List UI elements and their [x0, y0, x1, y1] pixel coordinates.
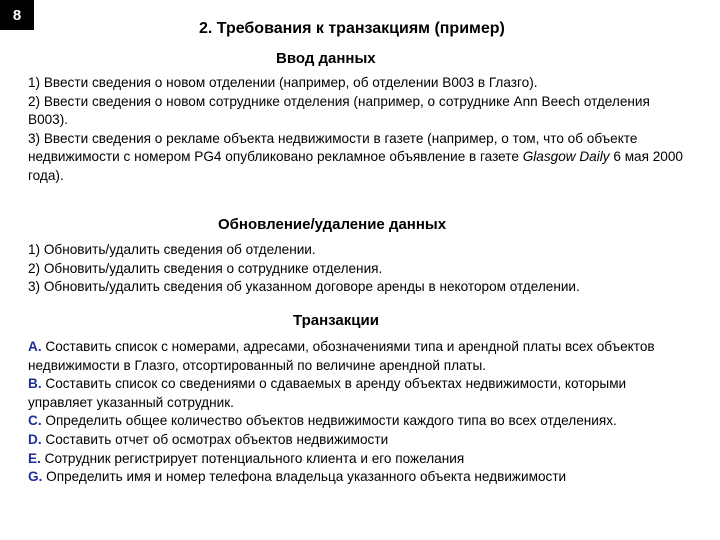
transaction-text: Составить список с номерами, адресами, обозначениями типа и арендной платы всех объектов недвижимости в Глазго, отсортированный по величине арендной платы.	[28, 339, 655, 373]
update-delete-list	[28, 241, 693, 297]
transaction-marker: C.	[28, 413, 42, 429]
slide-number-badge: 8	[0, 0, 34, 30]
transaction-text: Составить отчет об осмотрах объектов недвижимости	[41, 431, 389, 447]
data-entry-item	[28, 130, 693, 186]
data-entry-heading: Ввод данных	[276, 50, 376, 67]
slide-title: 2. Требования к транзакциям (пример)	[199, 20, 505, 37]
transaction-item	[28, 468, 693, 487]
transaction-text: Составить список со сведениями о сдаваемых в аренду объектах недвижимости, которыми управляет указанный сотрудник.	[28, 376, 627, 410]
data-entry-item: 1) Ввести сведения о новом отделении (например, об отделении В003 в Глазго).	[28, 75, 538, 90]
transaction-text: Определить общее количество объектов недвижимости каждого типа во всех отделениях.	[41, 413, 617, 429]
update-delete-item: 2) Обновить/удалить сведения о сотруднике отделения.	[28, 260, 383, 276]
transaction-marker: A.	[28, 339, 42, 354]
transactions-heading: Транзакции	[293, 312, 379, 329]
transaction-marker: G.	[28, 469, 43, 485]
transaction-item	[28, 375, 693, 412]
transaction-item	[28, 338, 693, 375]
data-entry-item-text: 3) Ввести сведения о рекламе объекта недвижимости в газете (например, о том, что об объекте недвижимости с номером PG4 опубликовано рекламное объявление в газете	[28, 130, 638, 165]
transaction-marker: B.	[28, 376, 42, 392]
transaction-marker: E.	[28, 450, 41, 466]
transaction-marker: D.	[28, 431, 42, 447]
transaction-item	[28, 431, 693, 450]
update-delete-item: 3) Обновить/удалить сведения об указанном договоре аренды в некотором отделении.	[28, 279, 580, 295]
transaction-item	[28, 412, 693, 431]
transaction-text: Сотрудник регистрирует потенциального клиента и его пожелания	[40, 450, 465, 466]
update-delete-heading: Обновление/удаление данных	[218, 216, 447, 233]
transaction-text: Определить имя и номер телефона владельца указанного объекта недвижимости	[42, 469, 567, 485]
update-delete-item: 1) Обновить/удалить сведения об отделении.	[28, 242, 316, 257]
transaction-item	[28, 450, 693, 469]
data-entry-item: 2) Ввести сведения о новом сотруднике отделения (например, о сотруднике Ann Beech отделения В003).	[28, 93, 650, 128]
data-entry-list	[28, 74, 693, 186]
transactions-list	[28, 338, 693, 487]
data-entry-item-text-end: 6 мая 2000 года).	[28, 149, 683, 183]
newspaper-name: Glasgow Daily	[522, 149, 610, 165]
